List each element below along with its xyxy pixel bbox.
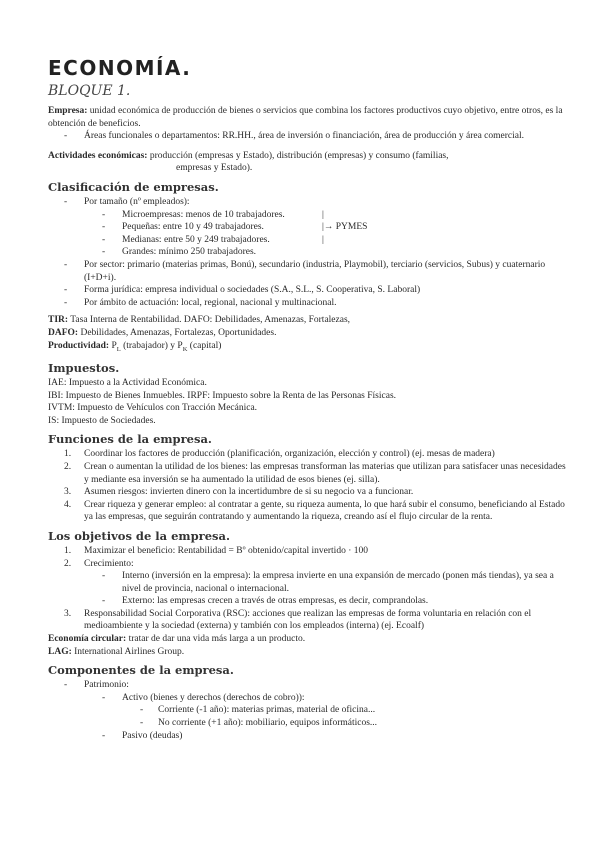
impuesto-line: IS: Impuesto de Sociedades. bbox=[48, 415, 156, 426]
item-number: 4. bbox=[64, 499, 72, 510]
areas-funcionales: Áreas funcionales o departamentos: RR.HH., área de inversión o financiación, área de producción y área comercial. bbox=[84, 131, 524, 142]
actividades-continuation: empresas y Estado). bbox=[176, 163, 253, 174]
dash-bullet: - bbox=[64, 297, 68, 308]
section-heading-componentes: Componentes de la empresa. bbox=[48, 663, 234, 678]
objetivo-text: Responsabilidad Social Corporativa (RSC): acciones que realizan las empresas de forma voluntaria en relación con el medioambiente y la sociedad (externa) y también con los empleados (interna) (ej. Ecoalf) bbox=[84, 608, 532, 632]
dash-bullet: - bbox=[102, 596, 106, 607]
list-item bbox=[48, 704, 568, 717]
list-item bbox=[48, 259, 568, 284]
list-item bbox=[48, 570, 568, 595]
externo-text: Externo: las empresas crecen a través de otras empresas, es decir, comprandolas. bbox=[122, 596, 429, 607]
item-number: 3. bbox=[64, 487, 72, 498]
list-item bbox=[48, 730, 568, 743]
list-item bbox=[48, 130, 568, 143]
sector-text: Por sector: primario (materias primas, Bonú), secundario (industria, Playmobil), terciario (servicios, Subus) y cuaternario (I+D+i). bbox=[84, 259, 546, 283]
dafo-definition bbox=[48, 327, 568, 340]
productividad-definition bbox=[48, 340, 568, 356]
dash-bullet: - bbox=[64, 285, 68, 296]
funcion-text: Crean o aumentan la utilidad de los bienes: las empresas transforman las materias que utilizan para satisfacer unas necesidades y mediante esa inversión se ha aumentado la utilidad de esos bienes (ej. silla). bbox=[84, 461, 566, 485]
list-item bbox=[48, 679, 568, 692]
patrimonio-text: Patrimonio: bbox=[84, 680, 129, 691]
productividad-label: Productividad: bbox=[48, 340, 110, 351]
lag-label: LAG: bbox=[48, 646, 72, 657]
numbered-item bbox=[48, 558, 568, 571]
section-heading-impuestos: Impuestos. bbox=[48, 360, 120, 375]
productividad-end: (capital) bbox=[187, 340, 222, 351]
list-item bbox=[48, 234, 568, 247]
dash-bullet: - bbox=[102, 209, 106, 220]
micro-bar: | bbox=[322, 209, 324, 220]
dash-bullet: - bbox=[64, 259, 68, 270]
list-item bbox=[48, 692, 568, 705]
pequenas-text: Pequeñas: entre 10 y 49 trabajadores. bbox=[122, 222, 264, 233]
grandes-text: Grandes: mínimo 250 trabajadores. bbox=[122, 247, 257, 258]
dash-bullet: - bbox=[140, 705, 144, 716]
ambito-text: Por ámbito de actuación: local, regional, nacional y multinacional. bbox=[84, 297, 337, 308]
tamano-text: Por tamaño (nº empleados): bbox=[84, 196, 190, 207]
list-item bbox=[48, 246, 568, 259]
economia-circular-label: Economía circular: bbox=[48, 634, 127, 645]
dash-bullet: - bbox=[102, 234, 106, 245]
list-item bbox=[48, 284, 568, 297]
productividad-sub-l: L bbox=[116, 345, 121, 353]
dash-bullet: - bbox=[102, 247, 106, 258]
funcion-text: Crear riqueza y generar empleo: al contratar a gente, su riqueza aumenta, lo que hará subir el consumo, beneficiando al Estado ya las empresas, que seguirán contratando y aumentando la riqueza, creando así el flujo circular de la renta. bbox=[84, 499, 565, 523]
impuesto-line: IVTM: Impuesto de Vehículos con Tracción Mecánica. bbox=[48, 403, 258, 414]
economia-circular-definition bbox=[48, 633, 568, 646]
item-number: 1. bbox=[64, 545, 72, 556]
dash-bullet: - bbox=[64, 196, 68, 207]
dafo-label: DAFO: bbox=[48, 327, 79, 338]
dash-bullet: - bbox=[102, 571, 106, 582]
impuesto-line: IBI: Impuesto de Bienes Inmuebles. IRPF: Impuesto sobre la Renta de las Personas Físicas. bbox=[48, 390, 397, 401]
list-item bbox=[48, 297, 568, 310]
numbered-item bbox=[48, 499, 568, 524]
dash-bullet: - bbox=[102, 730, 106, 741]
empresa-definition bbox=[48, 105, 568, 130]
micro-text: Microempresas: menos de 10 trabajadores. bbox=[122, 209, 285, 220]
actividades-label: Actividades económicas: bbox=[48, 150, 148, 161]
productividad-sub-k: K bbox=[182, 345, 188, 353]
actividades-text: producción (empresas y Estado), distribución (empresas) y consumo (familias, bbox=[147, 150, 449, 161]
list-item bbox=[48, 196, 568, 209]
objetivo-text: Crecimiento: bbox=[84, 558, 134, 569]
pasivo-text: Pasivo (deudas) bbox=[122, 730, 183, 741]
productividad-p1: P bbox=[109, 340, 117, 351]
funcion-text: Coordinar los factores de producción (planificación, organización, elección y control) (ej. mesas de madera) bbox=[84, 449, 495, 460]
section-heading-clasificacion: Clasificación de empresas. bbox=[48, 179, 219, 194]
section-heading-objetivos: Los objetivos de la empresa. bbox=[48, 528, 230, 543]
numbered-item bbox=[48, 608, 568, 633]
dash-bullet: - bbox=[102, 222, 106, 233]
numbered-item bbox=[48, 486, 568, 499]
activo-text: Activo (bienes y derechos (derechos de cobro)): bbox=[122, 692, 305, 703]
economia-circular-text: tratar de dar una vida más larga a un producto. bbox=[126, 634, 306, 645]
list-item bbox=[48, 221, 568, 234]
objetivo-text: Maximizar el beneficio: Rentabilidad = Bº obtenido/capital invertido · 100 bbox=[84, 545, 368, 556]
page-subtitle: BLOQUE 1. bbox=[48, 83, 131, 99]
numbered-item bbox=[48, 545, 568, 558]
actividades-definition bbox=[48, 150, 568, 163]
dash-bullet: - bbox=[64, 680, 68, 691]
section-heading-funciones: Funciones de la empresa. bbox=[48, 432, 212, 447]
list-item bbox=[48, 717, 568, 730]
item-number: 2. bbox=[64, 558, 72, 569]
empresa-text: unidad económica de producción de bienes o servicios que combina los factores productivos cuyo objetivo, entre otros, es la obtención de beneficios. bbox=[48, 106, 563, 129]
document-page bbox=[48, 56, 568, 742]
forma-text: Forma jurídica: empresa individual o sociedades (S.A., S.L., S. Cooperativa, S. Laboral) bbox=[84, 285, 421, 296]
dafo-text: Debilidades, Amenazas, Fortalezas, Oportunidades. bbox=[78, 327, 277, 338]
numbered-item bbox=[48, 448, 568, 461]
productividad-mid: (trabajador) y P bbox=[120, 340, 183, 351]
medianas-bar: | bbox=[322, 234, 324, 245]
medianas-text: Medianas: entre 50 y 249 trabajadores. bbox=[122, 234, 270, 245]
numbered-item bbox=[48, 461, 568, 486]
list-item bbox=[48, 595, 568, 608]
no-corriente-text: No corriente (+1 año): mobiliario, equipos informáticos... bbox=[158, 718, 378, 729]
tir-text: Tasa Interna de Rentabilidad. DAFO: Debilidades, Amenazas, Fortalezas, bbox=[68, 315, 351, 326]
corriente-text: Corriente (-1 año): materias primas, material de oficina... bbox=[158, 705, 376, 716]
impuesto-line: IAE: Impuesto a la Actividad Económica. bbox=[48, 377, 207, 388]
tir-definition bbox=[48, 314, 568, 327]
interno-text: Interno (inversión en la empresa): la empresa invierte en una expansión de mercado (ponen más tiendas), ya sea a nivel de provincia, nacional o internacional. bbox=[122, 571, 554, 594]
item-number: 3. bbox=[64, 608, 72, 619]
list-item bbox=[48, 209, 568, 222]
dash-bullet: - bbox=[64, 131, 68, 142]
tir-label: TIR: bbox=[48, 315, 69, 326]
dash-bullet: - bbox=[140, 718, 144, 729]
lag-definition bbox=[48, 646, 568, 659]
page-title: ECONOMÍA. bbox=[48, 56, 192, 80]
empresa-label: Empresa: bbox=[48, 106, 88, 116]
dash-bullet: - bbox=[102, 692, 106, 703]
lag-text: International Airlines Group. bbox=[71, 646, 185, 657]
funcion-text: Asumen riesgos: invierten dinero con la incertidumbre de si su negocio va a funcionar. bbox=[84, 487, 414, 498]
pymes-label: |→ PYMES bbox=[322, 222, 368, 233]
item-number: 2. bbox=[64, 461, 72, 472]
item-number: 1. bbox=[64, 449, 72, 460]
